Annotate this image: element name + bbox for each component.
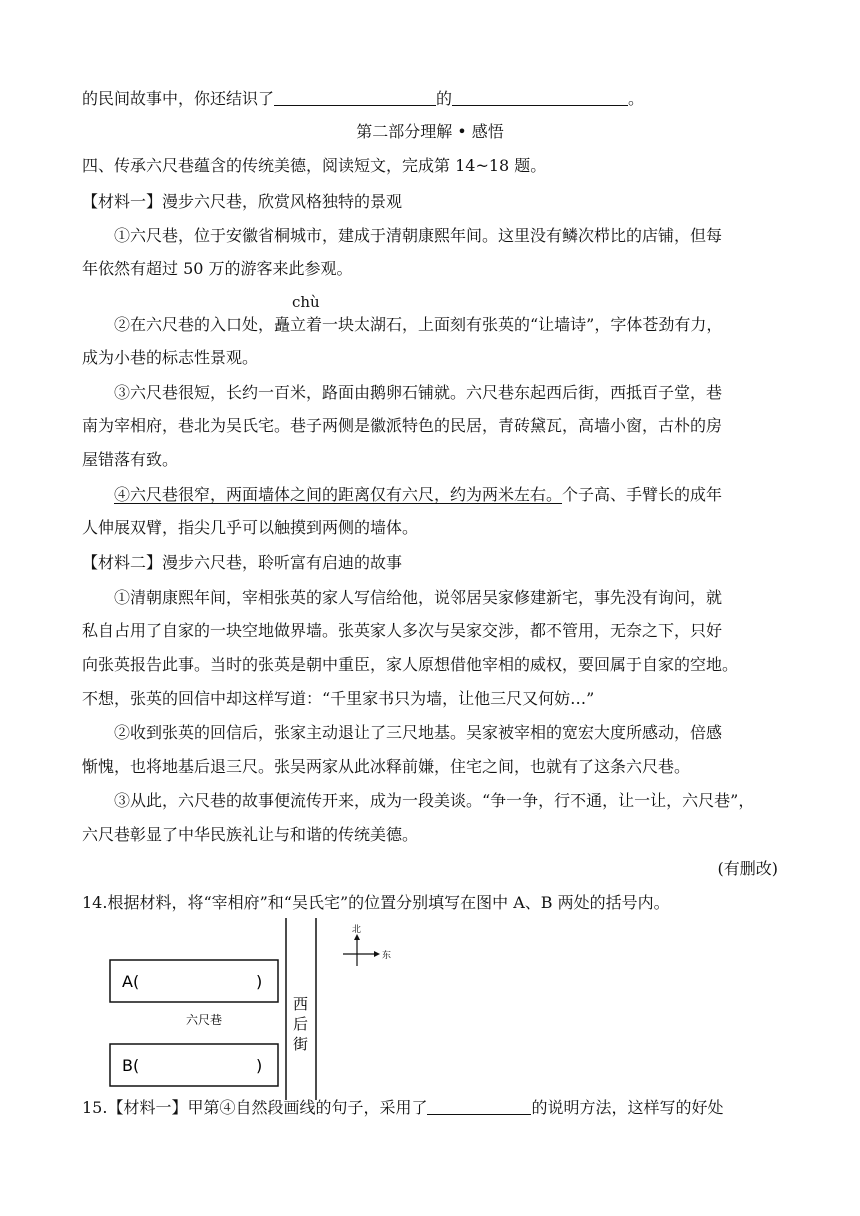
m1-p4-line1	[114, 485, 814, 505]
box-a-close: )	[256, 972, 263, 991]
street-char-3: 街	[293, 1035, 309, 1053]
question-14: 14.根据材料，将“宰相府”和“吴氏宅”的位置分别填写在图中 A、B 两处的括号内。	[82, 893, 670, 912]
street-char-1: 西	[293, 995, 309, 1013]
m1-p2-line2: 成为小巷的标志性景观。	[82, 348, 259, 367]
lane-diagram	[100, 916, 420, 1100]
intro-text: 的民间故事中，你还结识了	[82, 89, 275, 108]
m2-p3-line2: 六尺巷彰显了中华民族礼让与和谐的传统美德。	[82, 825, 419, 844]
m2-p1-line3: 向张英报告此事。当时的张英是朝中重臣，家人原想借他宰相的威权，要回属于自家的空地。	[82, 655, 739, 674]
intro-middle: 的	[436, 89, 453, 108]
m1-p1-line1: ①六尺巷，位于安徽省桐城市，建成于清朝康熙年间。这里没有鳞次栉比的店铺，但每	[114, 226, 723, 245]
box-b-label: B(	[122, 1056, 140, 1075]
answer-blank-1[interactable]	[274, 89, 436, 106]
m1-p2-line1: ②在六尺巷的入口处，矗立着一块太湖石，上面刻有张英的“让墙诗”，字体苍劲有力，	[114, 315, 723, 334]
material2-heading: 【材料二】漫步六尺巷，聆听富有启迪的故事	[82, 553, 403, 572]
pinyin-annotation: chù	[292, 293, 320, 311]
answer-blank-2[interactable]	[452, 89, 628, 106]
underlined-sentence: ④六尺巷很窄，两面墙体之间的距离仅有六尺，约为两米左右。	[114, 485, 563, 504]
m1-p4-line2: 人伸展双臂，指尖几乎可以触摸到两侧的墙体。	[82, 518, 419, 537]
m2-p2-line2: 惭愧，也将地基后退三尺。张吴两家从此冰释前嫌，住宅之间，也就有了这条六尺巷。	[82, 757, 691, 776]
compass-north: 北	[352, 925, 362, 935]
question-15	[82, 1098, 782, 1118]
m2-p1-line1: ①清朝康熙年间，宰相张英的家人写信给他，说邻居吴家修建新宅，事先没有询问，就	[114, 588, 723, 607]
m2-p1-line4: 不想，张英的回信中却这样写道：“千里家书只为墙，让他三尺又何妨…”	[82, 689, 595, 708]
m1-p1-line2: 年依然有超过 50 万的游客来此参观。	[82, 259, 353, 278]
m2-p2-line1: ②收到张英的回信后，张家主动退让了三尺地基。吴家被宰相的宽宏大度所感动，倍感	[114, 723, 723, 742]
answer-blank-q15[interactable]	[427, 1098, 531, 1115]
box-b-close: )	[256, 1056, 263, 1075]
street-char-2: 后	[293, 1015, 309, 1033]
m2-p3-line1: ③从此，六尺巷的故事便流传开来，成为一段美谈。“争一争，行不通，让一让，六尺巷”，	[114, 791, 755, 810]
compass-icon	[343, 923, 391, 966]
q15-text: 15.【材料一】甲第④自然段画线的句子，采用了	[82, 1098, 428, 1117]
m1-p4-rest: 个子高、手臂长的成年	[562, 485, 723, 504]
box-a-label: A(	[122, 972, 140, 991]
m2-p1-line2: 私自占用了自家的一块空地做界墙。张英家人多次与吴家交涉，都不管用，无奈之下，只好	[82, 621, 723, 640]
m1-p3-line3: 屋错落有致。	[82, 450, 179, 469]
section-title: 四、传承六尺巷蕴含的传统美德，阅读短文，完成第 14~18 题。	[82, 156, 547, 175]
intro-line	[82, 89, 782, 109]
part-title: 第二部分理解 • 感悟	[356, 122, 504, 141]
intro-end: 。	[628, 89, 645, 108]
compass-east: 东	[382, 951, 392, 961]
lane-label: 六尺巷	[186, 1013, 223, 1027]
edit-note: (有删改)	[717, 859, 778, 878]
m1-p3-line2: 南为宰相府，巷北为吴氏宅。巷子两侧是徽派特色的民居，青砖黛瓦，高墙小窗，古朴的房	[82, 416, 723, 435]
m1-p3-line1: ③六尺巷很短，长约一百米，路面由鹅卵石铺就。六尺巷东起西后街，西抵百子堂，巷	[114, 383, 723, 402]
material1-heading: 【材料一】漫步六尺巷，欣赏风格独特的景观	[82, 192, 403, 211]
q15-after: 的说明方法，这样写的好处	[531, 1098, 724, 1117]
